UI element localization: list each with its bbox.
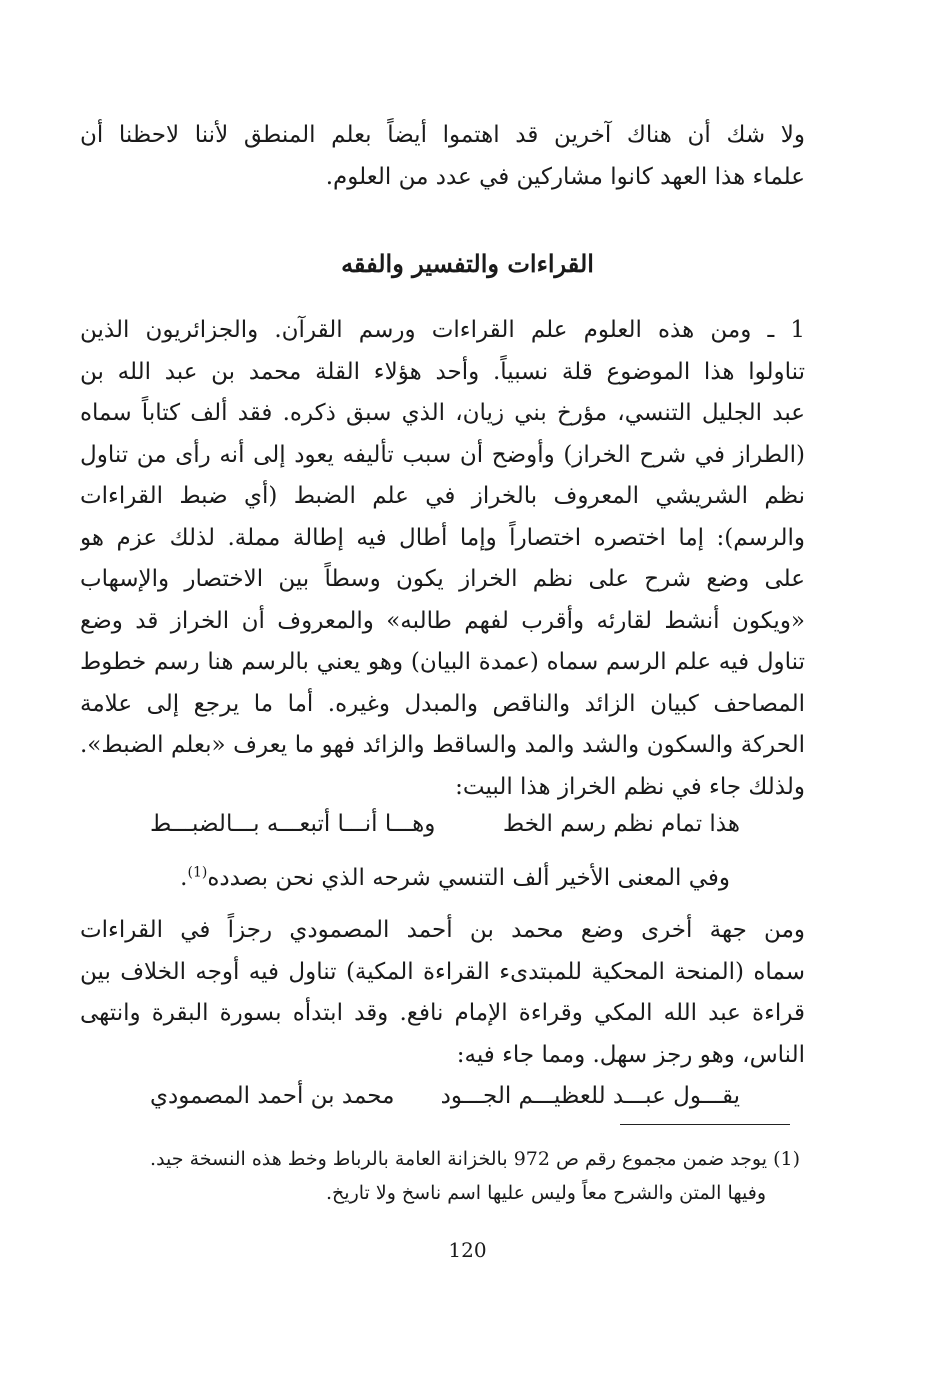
paragraph-2 <box>80 910 805 1076</box>
page-number: 120 <box>448 1238 487 1262</box>
text-line: ولا شك أن هناك آخرين قد اهتموا أيضاً بعلم المنطق لأننا لاحظنا أن <box>80 122 805 148</box>
after-verse-end: . <box>180 865 188 891</box>
footnote-text: يوجد ضمن مجموع رقم ص 972 بالخزانة العامة بالرباط وخط هذه النسخة جيد. <box>150 1148 768 1170</box>
text-line: تناول فيه علم الرسم سماه (عمدة البيان) وهو يعني بالرسم هنا رسم خطوط <box>80 649 805 675</box>
text-line: الحركة والسكون والشد والمد والساقط والزائد فهو ما يعرف «بعلم الضبط». <box>80 732 805 758</box>
verse-first-hemistich: يقـــول عبـــد للعظيـــم الجـــود <box>440 1083 740 1109</box>
verse-second-hemistich: محمد بن أحمد المصمودي <box>150 1083 395 1109</box>
text-line: المصاحف كبيان الزائد والناقص والمبدل وغيره. أما ما يرجع إلى علامة <box>80 690 805 717</box>
verse-first-hemistich: هذا تمام نظم رسم الخط <box>502 811 740 837</box>
text-line: ولذلك جاء في نظم الخراز هذا البيت: <box>455 773 805 800</box>
text-line: قراءة عبد الله المكي وقراءة الإمام نافع. وقد ابتدأه بسورة البقرة وانتهى <box>80 1000 805 1026</box>
text-line: على وضع شرح على نظم الخراز يكون وسطاً بين الاختصار والإسهاب <box>80 566 805 592</box>
text-line-with-ref <box>70 858 730 900</box>
text-line: نظم الشريشي المعروف بالخراز في علم الضبط (أي ضبط القراءات <box>80 483 805 509</box>
footnote-line: وفيها المتن والشرح معاً وليس عليها اسم ناسخ ولا تاريخ. <box>325 1182 766 1204</box>
text-line: عبد الجليل التنسي، مؤرخ بني زيان، الذي سبق ذكره. فقد ألف كتاباً سماه <box>80 400 805 426</box>
footnote <box>80 1142 800 1210</box>
text-line: سماه (المنحة المحكية للمبتدىء القراءة المكية) تناول فيه أوجه الخلاف بين <box>80 958 805 985</box>
text-line: تناولوا هذا الموضوع قلة نسبياً. وأحد هؤلاء القلة محمد بن عبد الله بن <box>80 358 805 385</box>
text-line: ومن جهة أخرى وضع محمد بن أحمد المصمودي رجزاً في القراءات <box>80 917 805 943</box>
after-verse-text: وفي المعنى الأخير ألف التنسي شرحه الذي نحن بصدده <box>207 865 730 891</box>
verse-1 <box>140 804 740 844</box>
text-line: (الطراز في شرح الخراز) وأوضح أن سبب تأليفه يعود إلى أنه رأى من تناول <box>80 441 805 468</box>
footnote-ref: (1) <box>187 864 208 881</box>
text-line: علماء هذا العهد كانوا مشاركين في عدد من العلوم. <box>325 163 805 190</box>
verse-second-hemistich: وهـــا أنـــا أتبعـــه بـــالضبـــط <box>150 811 436 837</box>
footnote-line <box>80 1142 800 1176</box>
section-title: القراءات والتفسير والفقه <box>341 249 594 278</box>
text-line: والرسم): إما اختصره اختصاراً وإما أطال فيه إطالة مملة. لذلك عزم هو <box>80 524 805 551</box>
verse-2 <box>140 1076 740 1116</box>
paragraph-1 <box>80 310 805 808</box>
text-line: الناس، وهو رجز سهل. ومما جاء فيه: <box>456 1041 805 1068</box>
footnote-marker: (1) <box>773 1148 800 1170</box>
text-line: «ويكون أنشط لقارئه وأقرب لفهم طالبه» والمعروف أن الخراز قد وضع <box>80 607 805 634</box>
footnote-divider <box>620 1124 790 1125</box>
text-line: 1 ـ ومن هذه العلوم علم القراءات ورسم القرآن. والجزائريون الذين <box>80 317 805 343</box>
intro-paragraph <box>80 115 805 198</box>
after-verse-line <box>70 858 730 900</box>
